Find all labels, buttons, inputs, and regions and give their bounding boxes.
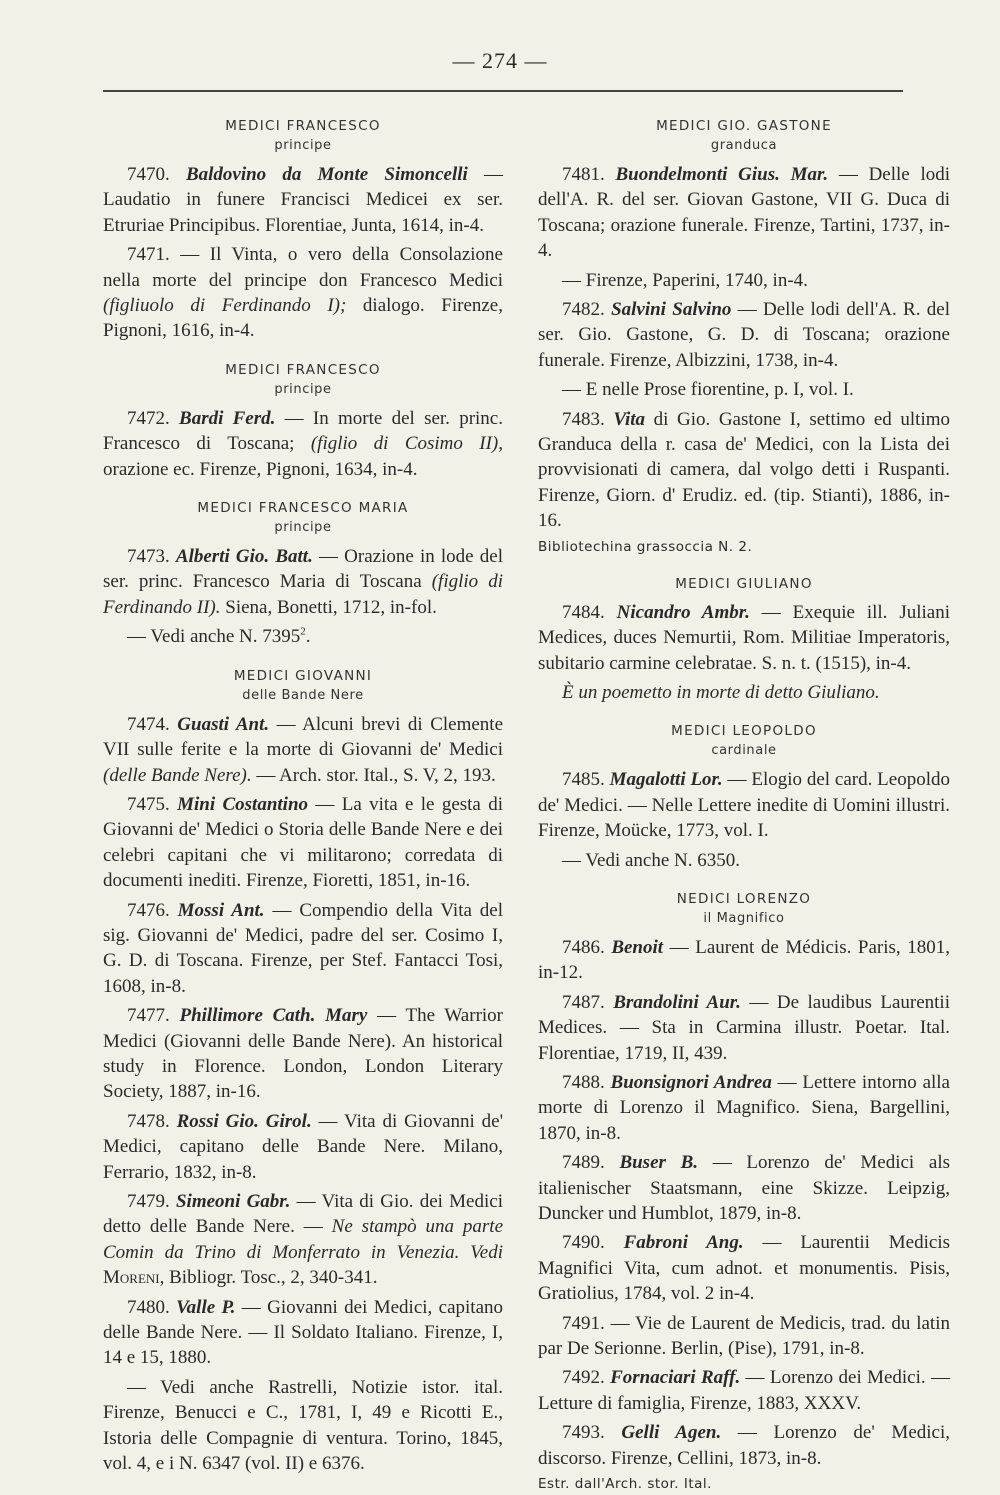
section-heading [103, 116, 503, 156]
entry-text: — E nelle Prose fiorentine, p. I, vol. I. [562, 379, 854, 401]
entry-author: Magalotti Lor. [609, 769, 723, 791]
catalog-entry [103, 898, 503, 1000]
entry-number: 7485. [562, 769, 605, 791]
entry-author: Fornaciari Raff. [610, 1367, 741, 1389]
entry-text: — Laurent de Médicis. Paris, 1801, in-12. [538, 936, 950, 984]
entry-number: 7488. [562, 1071, 605, 1093]
entry-text: — Lorenzo de' Medici, discorso. Firenze, Cellini, 1873, in-8. [538, 1422, 950, 1469]
entry-text: — Orazione in lode del ser. princ. Francesco Maria di Toscana [103, 546, 503, 593]
entry-text: di Gio. Gastone I, settimo ed ultimo Granduca della r. casa de' Medici, con la Lista dei provvisionati di camera, dal volgo detti i Ruspanti. Firenze, Giorn. d' Erudiz. ed. (tip. Stianti), 1886, in-16. [538, 408, 951, 532]
catalog-entry [103, 242, 503, 344]
catalog-entry [538, 1365, 950, 1416]
entry-number: 7483. [562, 408, 605, 430]
entry-italic: (figlio di Cosimo II), [310, 433, 503, 455]
section-subtitle: principe [274, 138, 332, 153]
entry-text: . [305, 626, 311, 648]
section-title: MEDICI LEOPOLDO [671, 723, 817, 740]
entry-text: — Vedi anche N. 7395 [127, 626, 301, 648]
entry-author: Phillimore Cath. Mary [179, 1005, 368, 1027]
page-number: — 274 — [452, 48, 548, 73]
entry-note-italic [538, 680, 950, 705]
catalog-entry [538, 1150, 950, 1226]
entry-text: — De laudibus Laurentii Medices. — Sta in Carmina illustr. Poetar. Ital. Florentiae, 1719, II, 439. [538, 991, 950, 1064]
entry-italic: Ne stampò una parte Comin da Trino di Monferrato in Venezia. Vedi [103, 1216, 504, 1263]
entry-number: 7492. [562, 1367, 605, 1389]
right-column [538, 108, 950, 1495]
section-title: MEDICI GIO. GASTONE [656, 118, 832, 134]
entry-author: Baldovino da Monte Simoncelli [185, 164, 468, 185]
entry-number: 7480. [127, 1296, 170, 1318]
entry-number: 7472. [127, 407, 170, 429]
entry-text: — Delle lodi dell'A. R. del ser. Gio. Gastone, G. D. di Toscana; orazione funerale. Firenze, Albizzini, 1738, in-4. [538, 299, 950, 371]
catalog-entry [103, 1003, 503, 1105]
catalog-entry [103, 712, 503, 788]
entry-text: — Vita di Giovanni de' Medici, capitano delle Bande Nere. Milano, Ferrario, 1832, in-8. [103, 1110, 503, 1183]
catalog-entry [538, 162, 950, 264]
section-heading [103, 498, 503, 538]
entry-number: 7473. [127, 546, 170, 568]
catalog-entry [103, 162, 503, 238]
catalog-entry [103, 406, 503, 482]
entry-continuation [103, 1375, 503, 1477]
entry-number: 7479. [127, 1191, 170, 1212]
entry-text: — Arch. stor. Ital., S. V, 2, 193. [251, 764, 496, 786]
entry-italic: (figliuolo di Ferdinando I); [103, 295, 347, 317]
section-heading [538, 721, 950, 761]
entry-text: — Laurentii Medicis Magnifici Vita, cum adnot. et monumentis. Pisis, Gratiolius, 1784, vol. 2 in-4. [538, 1232, 951, 1305]
entry-text: — Giovanni dei Medici, capitano delle Bande Nere. — Il Soldato Italiano. Firenze, I, 14 e 15, 1880. [103, 1296, 504, 1369]
section-subtitle: principe [274, 520, 332, 536]
section-subtitle: cardinale [711, 743, 777, 759]
section-heading [538, 574, 950, 594]
entry-number: 7470. [127, 164, 170, 185]
entry-number: 7478. [127, 1110, 170, 1132]
entry-author: Brandolini Aur. [613, 991, 741, 1013]
catalog-entry [538, 407, 950, 534]
entry-continuation [538, 268, 950, 293]
entry-number: 7486. [562, 936, 605, 958]
catalog-entry [538, 1230, 950, 1306]
entry-author: Alberti Gio. Batt. [175, 546, 313, 568]
entry-author: Guasti Ant. [177, 713, 270, 735]
section-subtitle: principe [274, 381, 332, 397]
entry-text: — La vita e le gesta di Giovanni de' Medici o Storia delle Bande Nere e dei celebri capitani che vi militarono; corredata di documenti inediti. Firenze, Fioretti, 1851, in-16. [103, 793, 504, 892]
entry-note: Estr. dall'Arch. stor. Ital. [538, 1476, 712, 1493]
entry-author: Simeoni Gabr. [175, 1191, 291, 1212]
entry-number: 7481. [562, 164, 605, 185]
entry-superscript: 2 [300, 625, 306, 638]
entry-text: dialogo. Firenze, Pignoni, 1616, in-4. [103, 295, 503, 342]
entry-number: 7491. [562, 1312, 605, 1334]
entry-continuation [103, 624, 503, 649]
catalog-entry [538, 600, 950, 676]
section-title: NEDICI LORENZO [676, 890, 812, 907]
entry-number: 7493. [562, 1422, 605, 1444]
section-heading [103, 666, 503, 706]
catalog-entry [103, 1295, 503, 1371]
entry-text: — Vie de Laurent de Medicis, trad. du latin par De Serionne. Berlin, (Pise), 1791, in-8. [538, 1312, 950, 1360]
section-title: MEDICI FRANCESCO [225, 118, 381, 134]
entry-author: Salvini Salvino [611, 299, 732, 321]
entry-text: , Bibliogr. Tosc., 2, 340-341. [159, 1267, 378, 1289]
entry-number: 7490. [562, 1232, 605, 1254]
entry-text: — Laudatio in funere Francisci Medicei ex ser. Etruriae Principibus. Florentiae, Junta, 1614, in-4. [103, 164, 503, 236]
section-subtitle: delle Bande Nere [242, 687, 364, 703]
entry-author: Mini Costantino [177, 793, 309, 815]
entry-text: Siena, Bonetti, 1712, in-fol. [220, 596, 437, 618]
entry-text: orazione ec. Firenze, Pignoni, 1634, in-4. [103, 458, 418, 480]
entry-text: — Lettere intorno alla morte di Lorenzo il Magnifico. Siena, Bargellini, 1870, in-8. [538, 1071, 950, 1144]
entry-number: 7482. [562, 299, 605, 321]
entry-author: Benoit [611, 936, 664, 958]
entry-author: Fabroni Ang. [623, 1232, 744, 1254]
catalog-entry [538, 1420, 950, 1471]
catalog-entry [538, 1070, 950, 1146]
entry-author: Buondelmonti Gius. Mar. [615, 164, 829, 185]
catalog-entry [538, 1311, 950, 1362]
entry-number: 7471. [127, 244, 170, 266]
entry-text: — Vedi anche N. 6350. [562, 849, 741, 871]
entry-author: Buonsignori Andrea [610, 1071, 772, 1093]
section-title: MEDICI GIOVANNI [233, 667, 373, 684]
entry-author: Gelli Agen. [621, 1422, 722, 1444]
catalog-entry [538, 935, 950, 986]
entry-text: — Lorenzo de' Medici als italienischer Staatsmann, eine Skizze. Leipzig, Duncker und Humblot, 1879, in-8. [538, 1152, 950, 1224]
entry-number: 7475. [127, 793, 170, 815]
section-heading [538, 889, 950, 929]
entry-author: Bardi Ferd. [179, 407, 276, 429]
entry-text: — Il Vinta, o vero della Consolazione nella morte del principe don Francesco Medici [103, 244, 503, 291]
entry-note: Bibliotechina grassoccia N. 2. [538, 538, 753, 555]
entry-text: — Compendio della Vita del sig. Giovanni de' Medici, padre del ser. Cosimo I, G. D. di Toscana. Firenze, per Stef. Fantacci Tosi, 1608, in-8. [103, 899, 504, 997]
catalog-entry [538, 767, 950, 843]
entry-text: — Lorenzo dei Medici. — Letture di famiglia, Firenze, 1883, XXXV. [538, 1367, 950, 1414]
entry-number: 7477. [127, 1005, 170, 1027]
catalog-entry [103, 1109, 503, 1185]
entry-continuation [538, 848, 950, 873]
entry-continuation [538, 377, 950, 402]
section-subtitle: granduca [710, 138, 778, 153]
entry-text: — Alcuni brevi di Clemente VII sulle ferite e la morte di Giovanni de' Medici [103, 713, 503, 761]
entry-text: — Vita di Gio. dei Medici detto delle Bande Nere. — [103, 1191, 503, 1238]
catalog-entry [103, 544, 503, 620]
catalog-entry [538, 990, 950, 1066]
entry-number: 7489. [562, 1152, 605, 1174]
entry-number: 7487. [562, 991, 605, 1013]
section-title: MEDICI FRANCESCO MARIA [197, 500, 409, 517]
entry-number: 7484. [562, 601, 605, 623]
entry-author: Nicandro Ambr. [616, 601, 750, 623]
entry-reference: Moreni [103, 1267, 160, 1289]
catalog-entry [103, 792, 503, 894]
entry-italic: (figlio di Ferdinando II). [103, 571, 503, 618]
entry-author: Rossi Gio. Girol. [176, 1110, 312, 1132]
entry-author: Vita [613, 408, 646, 430]
entry-author: Buser B. [619, 1152, 699, 1174]
entry-author: Mossi Ant. [177, 899, 265, 921]
section-heading [538, 116, 950, 156]
section-subtitle: il Magnifico [703, 910, 785, 926]
section-title: MEDICI FRANCESCO [225, 361, 381, 378]
header-rule [103, 90, 903, 92]
entry-text: — In morte del ser. princ. Francesco di Toscana; [103, 407, 503, 455]
entry-author: Valle P. [176, 1296, 236, 1318]
entry-text: — Exequie ill. Juliani Medices, duces Nemurtii, Rom. Militiae Imperatoris, subitario carmine celebratae. S. n. t. (1515), in-4. [538, 601, 950, 674]
section-heading [103, 360, 503, 400]
entry-text: — Delle lodi dell'A. R. del ser. Giovan Gastone, VII G. Duca di Toscana; orazione funerale. Firenze, Tartini, 1737, in-4. [538, 164, 951, 262]
catalog-entry [103, 1189, 503, 1291]
entry-italic: (delle Bande Nere). [103, 764, 252, 786]
entry-text: — Vedi anche Rastrelli, Notizie istor. ital. Firenze, Benucci e C., 1781, I, 49 e Ricotti E., Istoria delle Compagnie di ventura. Torino, 1845, vol. 4, e i N. 6347 (vol. II) e 6376. [103, 1376, 503, 1475]
catalog-entry [538, 297, 950, 373]
entry-text: — Firenze, Paperini, 1740, in-4. [562, 269, 808, 291]
entry-text: — The Warrior Medici (Giovanni delle Bande Nere). An historical study in Florence. London, London Literary Society, 1887, in-16. [103, 1005, 503, 1103]
section-title: MEDICI GIULIANO [675, 575, 813, 592]
entry-text: — Elogio del card. Leopoldo de' Medici. — Nelle Lettere inedite di Uomini illustri. Firenze, Moücke, 1773, vol. I. [538, 769, 951, 842]
entry-italic: È un poemetto in morte di detto Giuliano. [562, 681, 880, 703]
left-column [103, 108, 503, 1476]
entry-number: 7474. [127, 713, 170, 735]
entry-number: 7476. [127, 899, 170, 921]
